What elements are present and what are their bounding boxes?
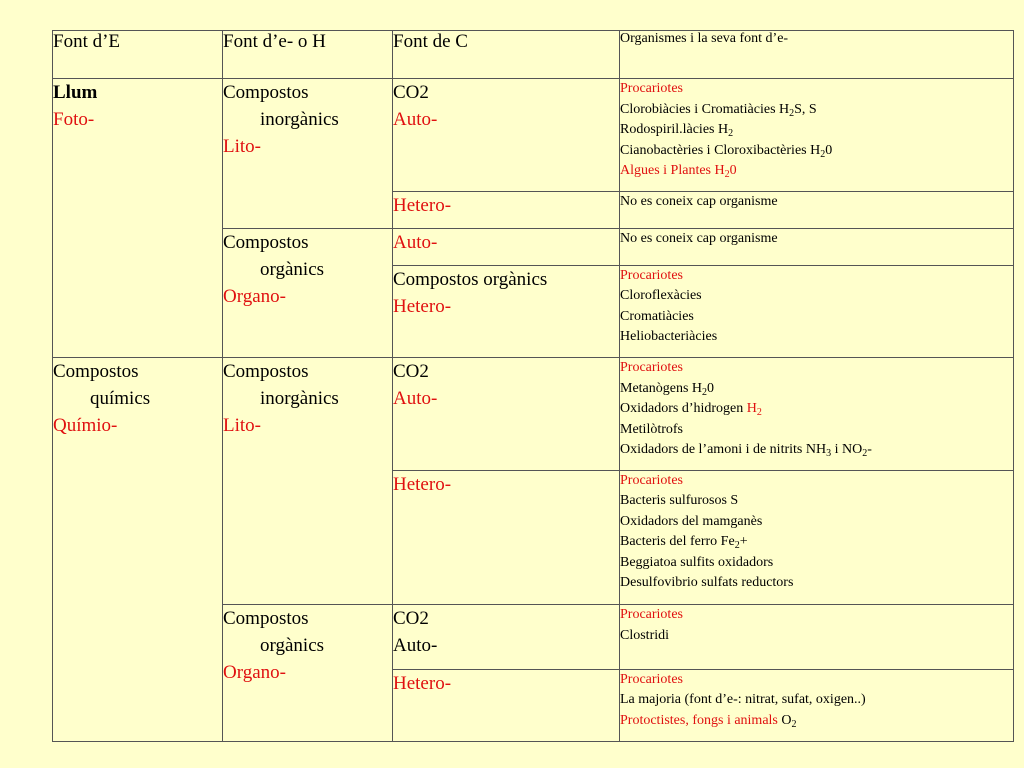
- h-organic-cell: [223, 228, 393, 358]
- org-line: Heliobacteriàcies: [620, 329, 718, 345]
- energy-light-name: Llum: [53, 82, 98, 104]
- h-organic-l1: Compostos: [223, 608, 309, 630]
- org-line: Cianobactèries i Cloroxibactèries $H_20$: [620, 142, 833, 160]
- c-co2: CO2: [393, 361, 429, 383]
- organisms-cell: [620, 265, 1014, 357]
- h-organic-prefix: Organo-: [223, 285, 286, 307]
- energy-chemical-prefix: Químio-: [53, 415, 118, 437]
- org-line: Metilòtrofs: [620, 421, 683, 437]
- c-source-cell: [393, 470, 620, 605]
- org-procariotes: Procariotes: [620, 360, 683, 376]
- c-source-cell: [393, 358, 620, 470]
- c-hetero: Hetero-: [393, 295, 452, 317]
- org-line: Oxidadors del mamganès: [620, 513, 763, 529]
- table-row: [53, 358, 1014, 470]
- org-line: La majoria (font d’e-: nitrat, sufat, oxigen..): [620, 692, 866, 708]
- energy-chemical-l1: Compostos: [53, 361, 139, 383]
- h-inorganic-cell: [223, 79, 393, 229]
- organisms-cell: [620, 191, 1014, 228]
- header-row: [53, 31, 1014, 79]
- header-electron-source: Font d’e- o H: [223, 31, 393, 79]
- c-auto: Auto-: [393, 109, 438, 131]
- org-line: Cromatiàcies: [620, 308, 694, 324]
- c-source-cell: [393, 228, 620, 265]
- h-inorganic-prefix: Lito-: [223, 415, 261, 437]
- org-line: Bacteris del ferro $Fe_2+$: [620, 534, 748, 552]
- c-hetero: Hetero-: [393, 672, 452, 694]
- c-source-cell: [393, 605, 620, 669]
- org-procariotes: Procariotes: [620, 267, 683, 283]
- c-auto: Auto-: [393, 231, 438, 253]
- organisms-cell: [620, 669, 1014, 741]
- org-procariotes: Procariotes: [620, 472, 683, 488]
- org-line: Algues i Plantes $H_20$: [620, 163, 737, 181]
- c-hetero: Hetero-: [393, 473, 452, 495]
- h-organic-cell: [223, 605, 393, 742]
- org-none: No es coneix cap organisme: [620, 230, 778, 246]
- h-organic-l2: orgànics: [260, 258, 325, 280]
- c-auto: Auto-: [393, 635, 438, 657]
- org-line: Rodospiril.làcies $H_2$: [620, 122, 734, 140]
- h-inorganic-l1: Compostos: [223, 361, 309, 383]
- c-source-cell: [393, 79, 620, 191]
- org-procariotes: Procariotes: [620, 81, 683, 97]
- organisms-cell: [620, 79, 1014, 191]
- organisms-cell: [620, 470, 1014, 605]
- organisms-cell: [620, 605, 1014, 669]
- h-organic-l2: orgànics: [260, 635, 325, 657]
- h-inorganic-l1: Compostos: [223, 82, 309, 104]
- h-inorganic-l2: inorgànics: [260, 109, 339, 131]
- energy-chemical-l2: químics: [90, 388, 151, 410]
- organisms-cell: [620, 358, 1014, 470]
- c-co2: CO2: [393, 608, 429, 630]
- org-line: Metanògens $H_20$: [620, 380, 715, 398]
- c-source-cell: [393, 669, 620, 741]
- org-line: Bacteris sulfurosos S: [620, 493, 739, 509]
- energy-light-prefix: Foto-: [53, 109, 95, 131]
- org-line: Clostridi: [620, 627, 670, 643]
- org-none: No es coneix cap organisme: [620, 193, 778, 209]
- h-inorganic-l2: inorgànics: [260, 388, 339, 410]
- c-auto: Auto-: [393, 388, 438, 410]
- org-line: Oxidadors de l’amoni i de nitrits $NH_3$ i $NO_2-$: [620, 442, 872, 460]
- org-line: Desulfovibrio sulfats reductors: [620, 575, 794, 591]
- c-org-compounds: Compostos orgànics: [393, 268, 548, 290]
- c-co2: CO2: [393, 82, 429, 104]
- h-inorganic-prefix: Lito-: [223, 136, 261, 158]
- org-procariotes: Procariotes: [620, 671, 683, 687]
- h-organic-l1: Compostos: [223, 231, 309, 253]
- org-procariotes: Procariotes: [620, 607, 683, 623]
- h-organic-prefix: Organo-: [223, 662, 286, 684]
- header-energy-source: Font d’E: [53, 31, 223, 79]
- energy-chemical-cell: [53, 358, 223, 742]
- org-line: Beggiatoa sulfits oxidadors: [620, 554, 774, 570]
- c-hetero: Hetero-: [393, 194, 452, 216]
- org-line: Cloroflexàcies: [620, 288, 702, 304]
- header-carbon-source: Font de C: [393, 31, 620, 79]
- header-organisms: Organismes i la seva font d’e-: [620, 31, 1014, 79]
- org-line: Clorobiàcies i Cromatiàcies $H_2S$, S: [620, 101, 817, 119]
- c-source-cell: [393, 265, 620, 357]
- metabolism-table: [52, 30, 1014, 742]
- h-inorganic-cell: [223, 358, 393, 605]
- organisms-cell: [620, 228, 1014, 265]
- c-source-cell: [393, 191, 620, 228]
- org-line: Protoctistes, fongs i animals $O_2$: [620, 712, 797, 730]
- energy-light-cell: [53, 79, 223, 358]
- org-line: Oxidadors d’hidrogen $H_2$: [620, 401, 762, 419]
- table-row: [53, 79, 1014, 191]
